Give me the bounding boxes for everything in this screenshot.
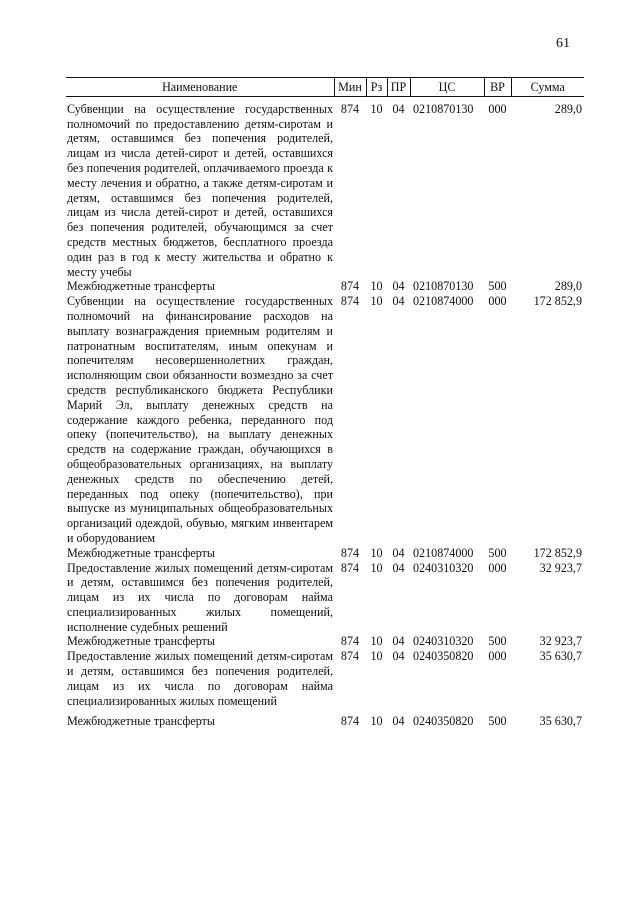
column-header-rz: Рз xyxy=(366,78,387,97)
row-vr: 000 xyxy=(488,560,507,575)
row-rz: 10 xyxy=(370,560,383,575)
row-vr: 000 xyxy=(488,294,507,309)
row-name: Предоставление жилых помещений детям-сиротам и детям, оставшимся без попечения родителей, лицам из их числа по договорам найма специализированных жилых помещений, исполнение судебных решений xyxy=(67,560,333,634)
row-rz: 10 xyxy=(370,545,383,560)
row-pr: 04 xyxy=(392,634,405,649)
table-row xyxy=(66,546,584,561)
row-vr: 000 xyxy=(488,649,507,664)
table-row xyxy=(66,714,584,729)
column-header-min: Мин xyxy=(334,78,366,97)
page-number: 61 xyxy=(556,36,570,51)
table-row xyxy=(66,279,584,294)
column-header-sum: Сумма xyxy=(511,78,584,97)
table-header xyxy=(66,78,584,97)
row-cs: 0210870130 xyxy=(413,101,474,116)
row-sum: 172 852,9 xyxy=(533,545,582,560)
row-min: 874 xyxy=(340,279,360,294)
row-vr: 500 xyxy=(488,634,507,649)
row-name: Субвенции на осуществление государственных полномочий по предоставлению детям-сиротам и детям, оставшимся без попечения родителей, лицам из числа детей-сирот и детей, оставшихся без попечения родителей, оплачиваемого проезда к месту лечения и обратно, а также детям-сиротам и детям, оставшимся без попечения родителей, лицам из числа детей-сирот и детей, оставшихся без попечения родителей, обучающимся за счет средств местных бюджетов, бесплатного проезда один раз в год к месту жительства и обратно к месту учебы xyxy=(67,101,333,279)
table-row xyxy=(66,294,584,546)
row-rz: 10 xyxy=(370,634,383,649)
column-header-pr: ПР xyxy=(387,78,410,97)
row-name: Межбюджетные трансферты xyxy=(67,714,216,729)
row-cs: 0240310320 xyxy=(413,634,474,649)
row-cs: 0240350820 xyxy=(413,714,474,729)
row-name: Межбюджетные трансферты xyxy=(67,634,216,649)
row-min: 874 xyxy=(340,545,360,560)
row-sum: 289,0 xyxy=(554,279,582,294)
row-sum: 32 923,7 xyxy=(539,560,582,575)
row-pr: 04 xyxy=(392,279,405,294)
row-cs: 0210874000 xyxy=(413,545,474,560)
row-min: 874 xyxy=(340,714,360,729)
row-pr: 04 xyxy=(392,714,405,729)
row-cs: 0210870130 xyxy=(413,279,474,294)
row-vr: 000 xyxy=(488,101,507,116)
row-rz: 10 xyxy=(370,279,383,294)
row-cs: 0240310320 xyxy=(413,560,474,575)
row-rz: 10 xyxy=(370,649,383,664)
table-body xyxy=(66,96,584,729)
row-rz: 10 xyxy=(370,101,383,116)
row-vr: 500 xyxy=(488,714,507,729)
table-row xyxy=(66,634,584,649)
row-min: 874 xyxy=(340,634,360,649)
table-row xyxy=(66,561,584,635)
row-pr: 04 xyxy=(392,101,405,116)
row-vr: 500 xyxy=(488,545,507,560)
row-sum: 172 852,9 xyxy=(533,294,582,309)
budget-table xyxy=(66,77,584,729)
column-header-cs: ЦС xyxy=(410,78,484,97)
column-header-vr: ВР xyxy=(484,78,511,97)
table-row xyxy=(66,96,584,279)
row-name: Межбюджетные трансферты xyxy=(67,279,216,294)
row-pr: 04 xyxy=(392,294,405,309)
row-min: 874 xyxy=(340,101,360,116)
row-pr: 04 xyxy=(392,560,405,575)
row-name: Межбюджетные трансферты xyxy=(67,545,216,560)
row-min: 874 xyxy=(340,649,360,664)
row-pr: 04 xyxy=(392,649,405,664)
row-rz: 10 xyxy=(370,714,383,729)
row-sum: 35 630,7 xyxy=(539,649,582,664)
row-pr: 04 xyxy=(392,545,405,560)
row-cs: 0240350820 xyxy=(413,649,474,664)
table-row xyxy=(66,649,584,708)
row-rz: 10 xyxy=(370,294,383,309)
row-name: Субвенции на осуществление государственных полномочий на финансирование расходов на выплату вознаграждения приемным родителям и патронатным воспитателям, иным опекунам и попечителям несовершеннолетних граждан, исполняющим свои обязанности возмездно за счет средств республиканского бюджета Республики Марий Эл, выплату денежных средств на содержание каждого ребенка, переданного под опеку (попечительство), на выплату денежных средств на содержание граждан, обучающихся в общеобразовательных организациях, на выплату денежных средств по обеспечению детей, переданных под опеку (попечительство), при выпуске из муниципальных общеобразовательных организаций одеждой, обувью, мягким инвентарем и оборудованием xyxy=(67,294,333,545)
column-header-name: Наименование xyxy=(66,78,334,97)
row-vr: 500 xyxy=(488,279,507,294)
row-min: 874 xyxy=(340,294,360,309)
row-min: 874 xyxy=(340,560,360,575)
row-cs: 0210874000 xyxy=(413,294,474,309)
row-sum: 32 923,7 xyxy=(539,634,582,649)
row-name: Предоставление жилых помещений детям-сиротам и детям, оставшимся без попечения родителей, лицам из их числа по договорам найма специализированных жилых помещений xyxy=(67,649,333,708)
row-sum: 35 630,7 xyxy=(539,714,582,729)
row-sum: 289,0 xyxy=(554,101,582,116)
